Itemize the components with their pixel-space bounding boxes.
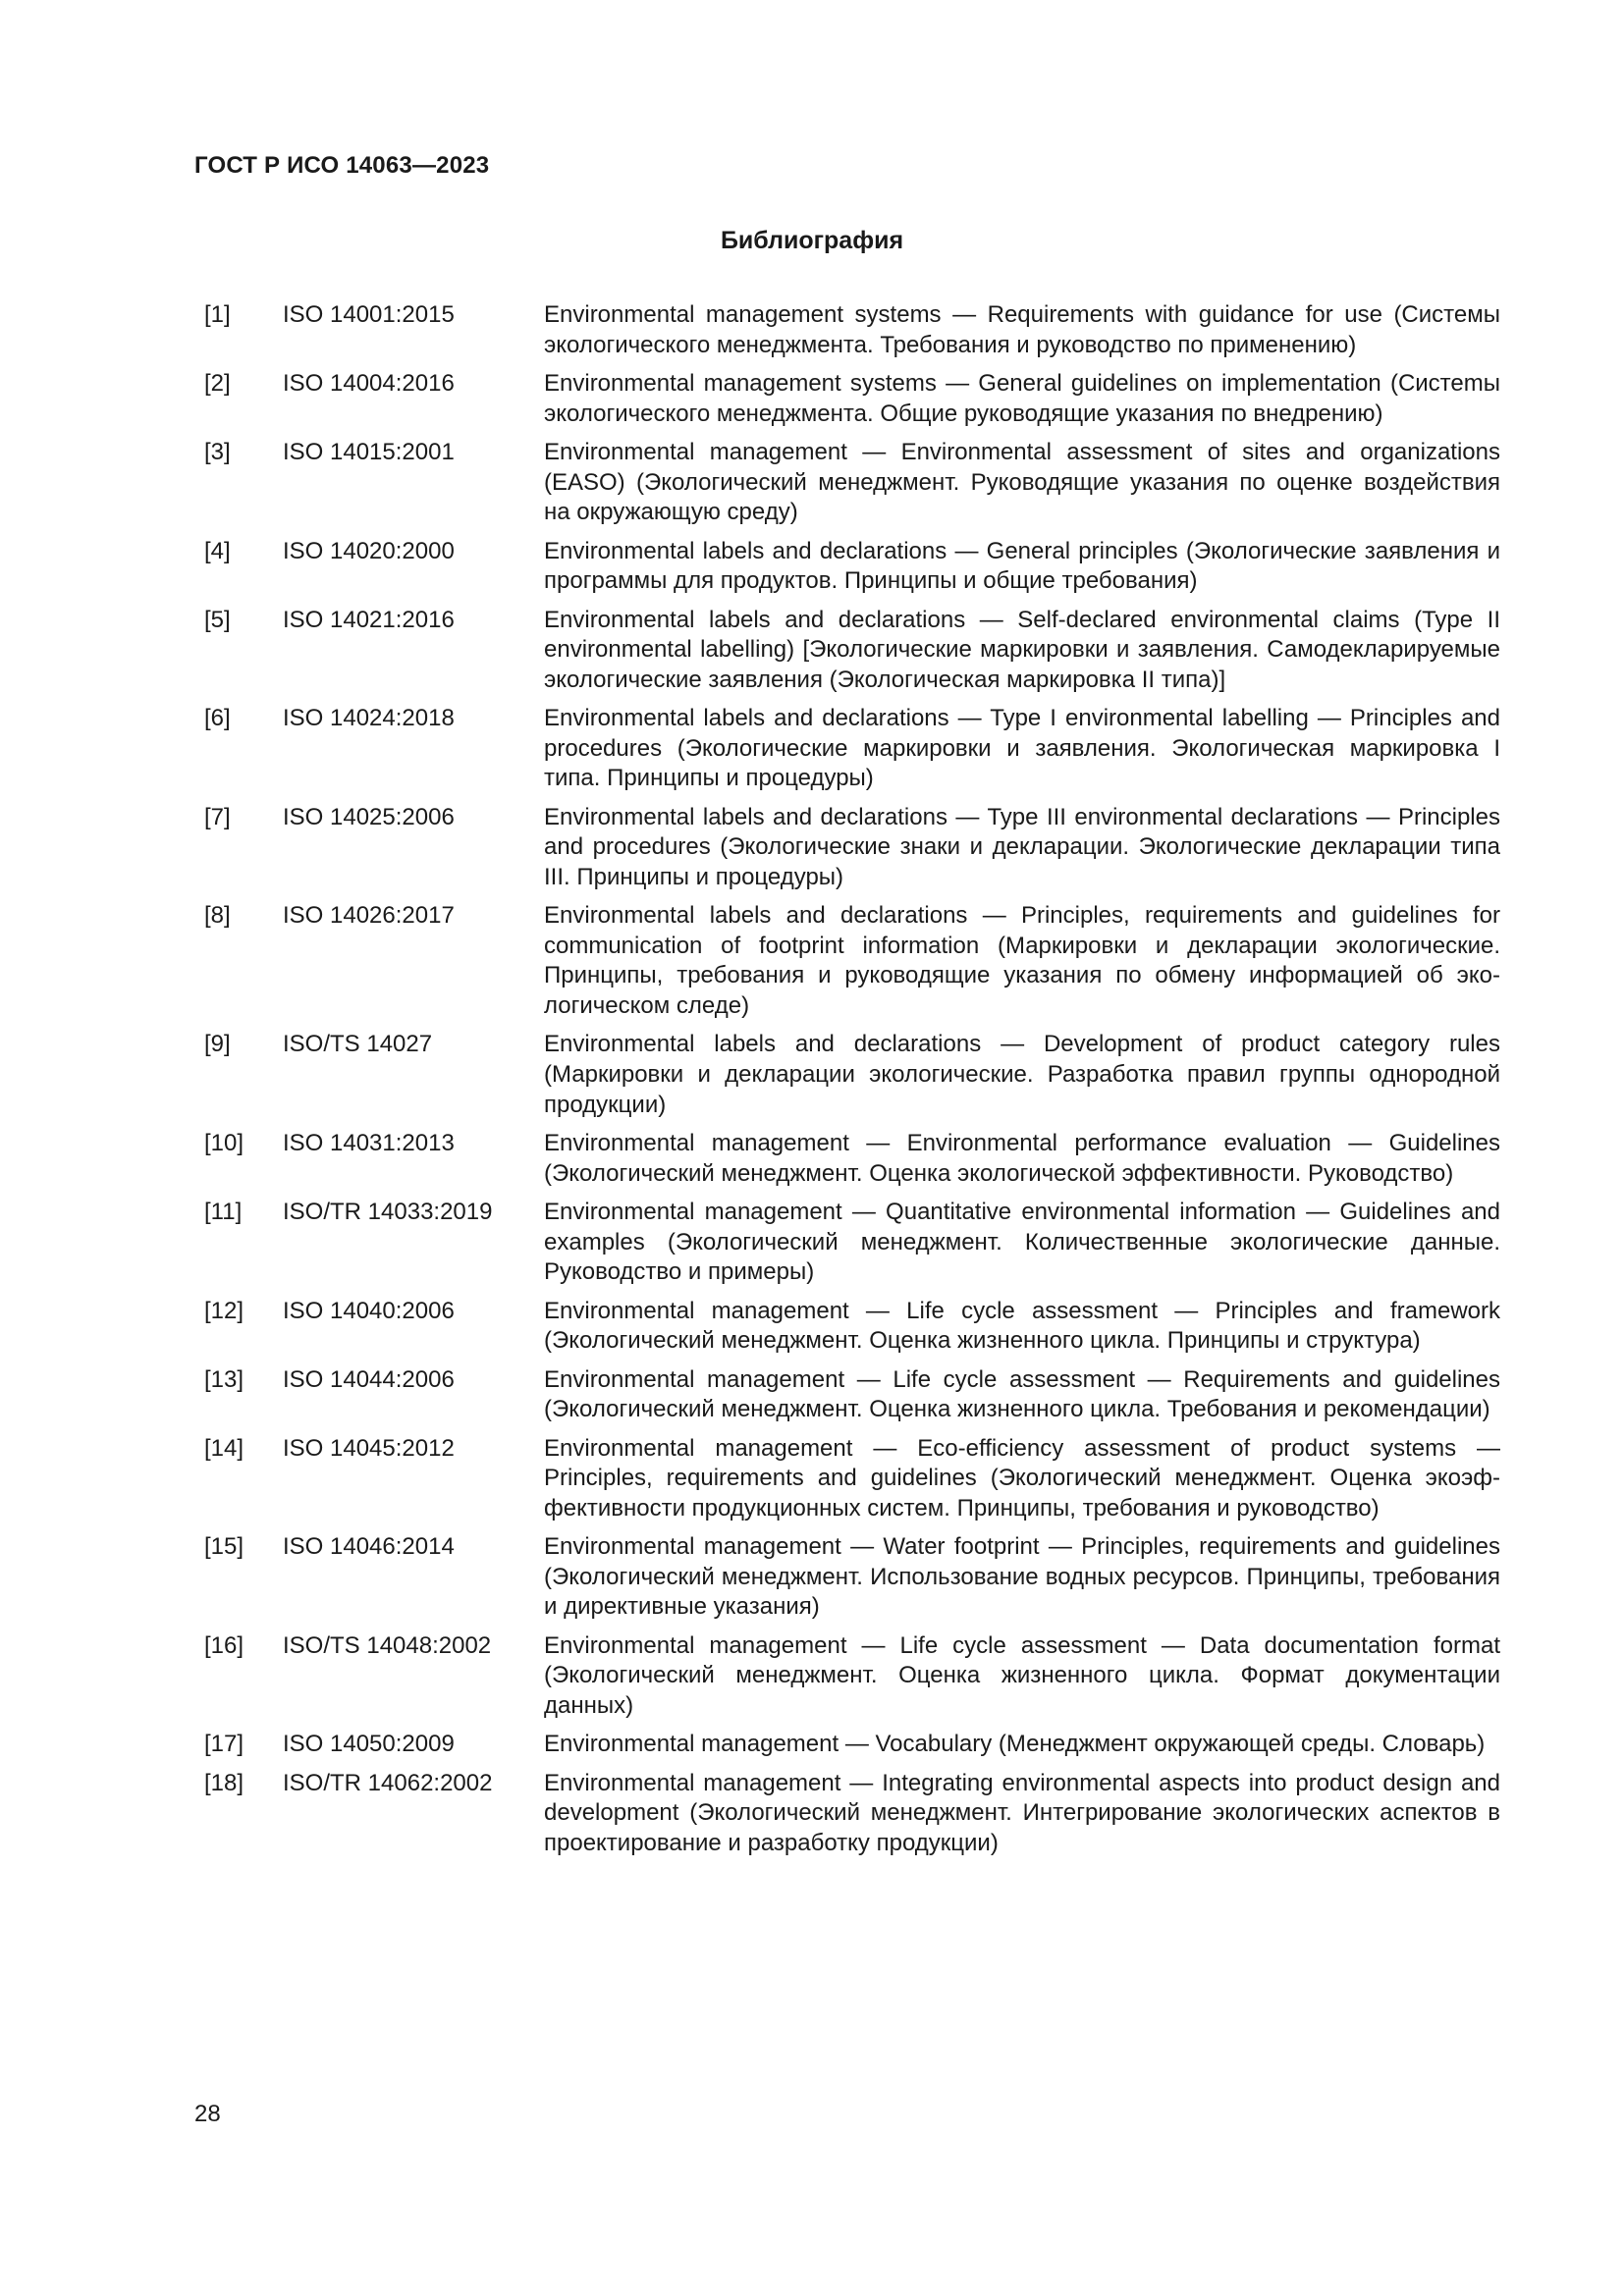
bibliography-entry (194, 537, 1500, 597)
standard-title: Environmental management systems — Requirements with guidance for use (Системы экологического менеджмента. Требования и руководство по применению) (544, 301, 1500, 358)
standard-code: ISO 14001:2015 (283, 301, 455, 328)
entry-number: [15] (204, 1533, 244, 1561)
entry-number: [16] (204, 1631, 244, 1659)
bibliography-entry (194, 1769, 1500, 1859)
standard-title: Environmental labels and declarations — Type I environmental labelling — Principles and procedures (Экологические маркировки и заявления. Экологическая маркировка I типа. Принципы и процедуры) (544, 705, 1500, 792)
standard-title: Environmental management — Quantitative environmental information — Guidelines and examples (Экологический менеджмент. Количественные экологические данные. Руководство и примеры) (544, 1199, 1500, 1286)
standard-code: ISO 14025:2006 (283, 803, 455, 830)
entry-number: [1] (204, 301, 231, 328)
bibliography-entry (194, 1297, 1500, 1357)
entry-number: [13] (204, 1365, 244, 1393)
entry-number: [7] (204, 803, 231, 830)
bibliography-entry (194, 1631, 1500, 1722)
bibliography-entry (194, 369, 1500, 429)
bibliography-entry (194, 803, 1500, 893)
bibliography-entry (194, 1532, 1500, 1623)
bibliography-entry (194, 606, 1500, 696)
bibliography-list (194, 300, 1500, 1867)
entry-number: [9] (204, 1031, 231, 1058)
entry-number: [18] (204, 1769, 244, 1796)
standard-title: Environmental labels and declarations — Self-declared environmental claims (Type II environmental labelling) [Экологические маркировки и заявления. Самодекларируемые экологические заявления (Экологическая маркировка II типа)] (544, 606, 1500, 693)
entry-number: [3] (204, 438, 231, 465)
standard-code: ISO/TS 14048:2002 (283, 1631, 492, 1659)
standard-code: ISO 14050:2009 (283, 1731, 455, 1758)
entry-number: [12] (204, 1297, 244, 1324)
document-header: ГОСТ Р ИСО 14063—2023 (194, 152, 490, 179)
standard-code: ISO 14004:2016 (283, 369, 455, 397)
standard-title: Environmental management — Life cycle assessment — Data documentation format (Экологический менеджмент. Оценка жизненного цикла. Формат документации данных) (544, 1631, 1500, 1719)
standard-title: Environmental management — Water footprint — Principles, requirements and guidelines (Экологический менеджмент. Использование водных ресурсов. Принципы, требования и директивные указания) (544, 1533, 1500, 1621)
bibliography-entry (194, 438, 1500, 528)
standard-code: ISO/TR 14062:2002 (283, 1769, 493, 1796)
standard-code: ISO 14020:2000 (283, 537, 455, 564)
bibliography-entry (194, 1129, 1500, 1189)
standard-code: ISO 14045:2012 (283, 1434, 455, 1462)
entry-number: [6] (204, 705, 231, 732)
standard-title: Environmental labels and declarations — Type III environmental declarations — Principles and procedures (Экологические знаки и декларации. Экологические декларации типа III. Принципы и процедуры) (544, 803, 1500, 890)
bibliography-entry (194, 1730, 1500, 1760)
standard-code: ISO 14015:2001 (283, 438, 455, 465)
standard-code: ISO 14040:2006 (283, 1297, 455, 1324)
standard-title: Environmental labels and declarations — Development of product category rules (Маркировки и декларации экологические. Разработка правил группы однородной продукции) (544, 1031, 1500, 1118)
entry-number: [14] (204, 1434, 244, 1462)
standard-title: Environmental management — Eco-efficiency assessment of product systems — Principles, requirements and guidelines (Экологический менеджмент. Оценка экоэффективности продукционных систем. Принципы, требования и руководство) (544, 1434, 1500, 1522)
standard-title: Environmental labels and declarations — General principles (Экологические заявления и программы для продуктов. Принципы и общие требования) (544, 537, 1500, 595)
standard-code: ISO/TR 14033:2019 (283, 1199, 493, 1225)
standard-title: Environmental management — Life cycle assessment — Principles and framework (Экологический менеджмент. Оценка жизненного цикла. Принципы и структура) (544, 1297, 1500, 1355)
bibliography-entry (194, 1030, 1500, 1120)
section-title-bibliography: Библиография (720, 227, 904, 254)
page-number: 28 (194, 2101, 221, 2127)
standard-code: ISO 14026:2017 (283, 902, 455, 930)
entry-number: [10] (204, 1130, 244, 1157)
standard-code: ISO 14031:2013 (283, 1130, 455, 1157)
standard-code: ISO 14046:2014 (283, 1533, 455, 1561)
entry-number: [11] (204, 1199, 243, 1225)
bibliography-entry (194, 300, 1500, 360)
bibliography-entry (194, 1198, 1500, 1288)
entry-number: [2] (204, 369, 231, 397)
standard-title: Environmental management — Life cycle assessment — Requirements and guidelines (Экологический менеджмент. Оценка жизненного цикла. Требования и рекомендации) (544, 1365, 1500, 1423)
standard-code: ISO/TS 14027 (283, 1031, 433, 1058)
entry-number: [5] (204, 606, 231, 633)
standard-title: Environmental management — Environmental performance evaluation — Guidelines (Экологический менеджмент. Оценка экологической эффективности. Руководство) (544, 1130, 1500, 1187)
standard-code: ISO 14021:2016 (283, 606, 455, 633)
standard-title: Environmental management — Environmental assessment of sites and organizations (EASO) (Экологический менеджмент. Руководящие указания по оценке воздействия на окружающую среду) (544, 438, 1500, 526)
standard-code: ISO 14024:2018 (283, 705, 455, 732)
entry-number: [4] (204, 537, 231, 564)
bibliography-entry (194, 704, 1500, 794)
entry-number: [8] (204, 902, 231, 930)
bibliography-entry (194, 1434, 1500, 1524)
standard-title: Environmental management — Integrating environmental aspects into product design and development (Экологический менеджмент. Интегрирование экологических аспектов в проектирование и разработку продукции) (544, 1769, 1500, 1856)
standard-title: Environmental labels and declarations — Principles, requirements and guidelines for communication of footprint information (Маркировки и декларации экологические. Принципы, требования и руководящие указания по обмену информацией об экологическом следе) (544, 902, 1500, 1020)
entry-number: [17] (204, 1731, 244, 1758)
bibliography-entry (194, 901, 1500, 1021)
bibliography-entry (194, 1365, 1500, 1425)
standard-title: Environmental management — Vocabulary (Менеджмент окружающей среды. Словарь) (544, 1731, 1486, 1758)
standard-title: Environmental management systems — General guidelines on implementation (Систеmы экологического менеджмента. Общие руководящие указания по внедрению) (544, 369, 1500, 427)
standard-code: ISO 14044:2006 (283, 1365, 455, 1393)
